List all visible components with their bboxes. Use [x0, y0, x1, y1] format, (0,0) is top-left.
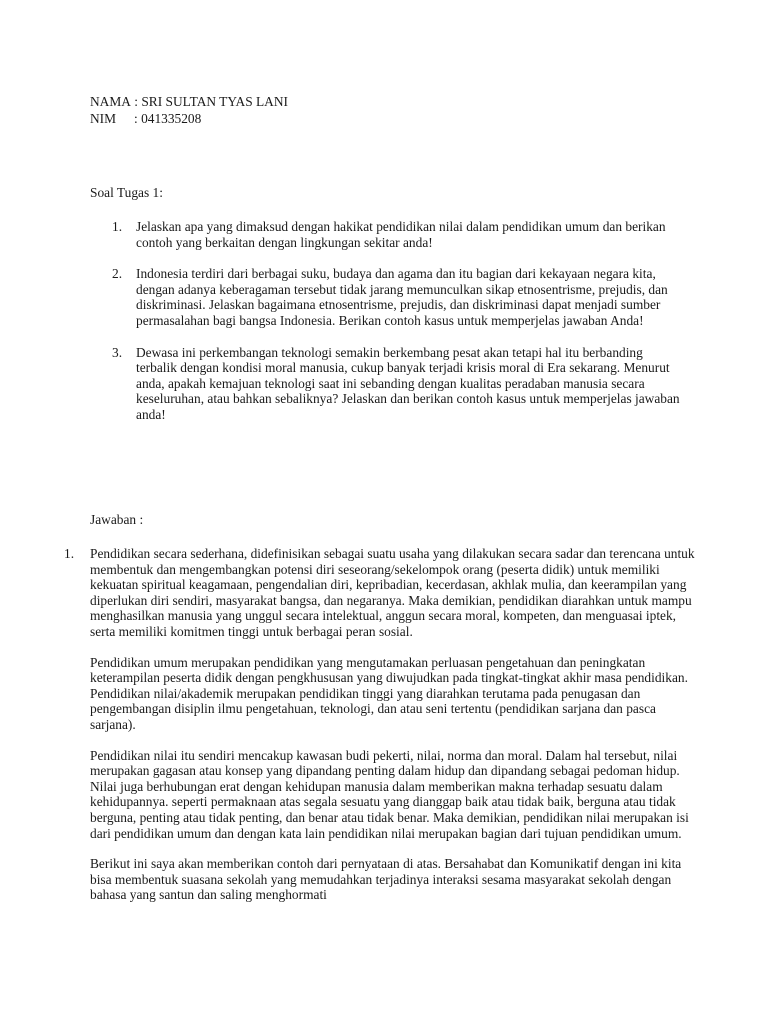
nim-label: NIM: [90, 111, 117, 126]
answer-body: [90, 546, 704, 903]
soal-heading: Soal Tugas 1:: [90, 185, 163, 200]
jawaban-heading: Jawaban :: [90, 512, 144, 527]
question-text: Indonesia terdiri dari berbagai suku, budaya dan agama dan itu bagian dari kekayaan negara kita, dengan adanya keberagaman tersebut tidak jarang memunculkan sikap etnosentrisme, prejudis, dan diskriminasi. Jelaskan bagaimana etnosentrisme, prejudis, dan diskriminasi dapat menjadi sumber permasalahan bagi bangsa Indonesia. Berikan contoh kasus untuk memperjelas jawaban Anda!: [136, 266, 668, 328]
question-text: Jelaskan apa yang dimaksud dengan hakikat pendidikan nilai dalam pendidikan umum dan berikan contoh yang berkaitan dengan lingkungan sekitar anda!: [136, 219, 666, 250]
answer-paragraph: Berikut ini saya akan memberikan contoh dari pernyataan di atas. Bersahabat dan Komunikatif dengan ini kita bisa membentuk suasana sekolah yang memudahkan terjadinya interaksi sesama masyarakat sekolah dengan bahasa yang santun dan saling menghormati: [90, 856, 682, 903]
answer-paragraph: Pendidikan nilai itu sendiri mencakup kawasan budi pekerti, nilai, norma dan moral. Dalam hal tersebut, nilai merupakan gagasan atau konsep yang dipandang penting dalam hidup dan dipandang sebagai pedoman hidup. Nilai juga berhubungan erat dengan kehidupan manusia dalam memberikan makna terhadap sesuatu dalam kehidupannya. seperti permaknaan atas segala sesuatu yang dianggap baik atau tidak baik, berguna atau tidak berguna, penting atau tidak penting, dan benar atau tidak benar. Maka demikian, pendidikan nilai merupakan isi dari pendidikan umum dan dengan kata lain pendidikan nilai merupakan bagian dari tujuan pendidikan umum.: [90, 747, 689, 841]
question-number: 2.: [112, 266, 123, 282]
nama-label: NAMA: [90, 94, 131, 109]
question-number: 1.: [112, 219, 123, 234]
question-item: [112, 219, 684, 250]
question-number: 3.: [112, 344, 123, 360]
answer-paragraph: Pendidikan umum merupakan pendidikan yang mengutamakan perluasan pengetahuan dan peningkatan keterampilan peserta didik dengan pengkhususan yang diwujudkan pada tingkat-tingkat akhir masa pendidikan. Pendidikan nilai/akademik merupakan pendidikan tinggi yang diarahkan terutama pada penugasan dan pengembangan disiplin ilmu pengetahuan, teknologi, dan atau seni tertentu (pendidikan sarjana dan pasca sarjana).: [90, 654, 688, 732]
nim-row: [90, 110, 288, 127]
nim-value: : 041335208: [134, 111, 202, 126]
answer-section: [64, 546, 704, 903]
question-item: [112, 266, 684, 328]
answer-item: [64, 546, 704, 903]
nama-value: : SRI SULTAN TYAS LANI: [134, 94, 288, 109]
question-list: [112, 219, 684, 423]
answer-number: 1.: [64, 546, 75, 561]
question-text: Dewasa ini perkembangan teknologi semakin berkembang pesat akan tetapi hal itu berbanding terbalik dengan kondisi moral manusia, cukup banyak terjadi krisis moral di Era sekarang. Menurut anda, apakah kemajuan teknologi saat ini sebanding dengan kualitas peradaban manusia secara keseluruhan, atau bahkan sebaliknya? Jelaskan dan berikan contoh kasus untuk memperjelas jawaban anda!: [136, 344, 680, 422]
nama-row: [90, 93, 288, 110]
answer-paragraph: Pendidikan secara sederhana, didefinisikan sebagai suatu usaha yang dilakukan secara sadar dan terencana untuk membentuk dan mengembangkan potensi diri seseorang/sekelompok orang (peserta didik) untuk memiliki kekuatan spiritual keagamaan, pengendalian diri, kepribadian, kecerdasan, akhlak mulia, dan keerampilan yang diperlukan diri sendiri, masyarakat bangsa, dan negaranya. Maka demikian, pendidikan diarahkan untuk mampu menghasilkan manusia yang unggul secara intelektual, anggun secara moral, kompeten, dan menguasai iptek, serta memiliki komitmen tinggi untuk berbagai peran sosial.: [90, 546, 695, 639]
question-item: [112, 345, 684, 423]
student-identity: [90, 93, 288, 127]
